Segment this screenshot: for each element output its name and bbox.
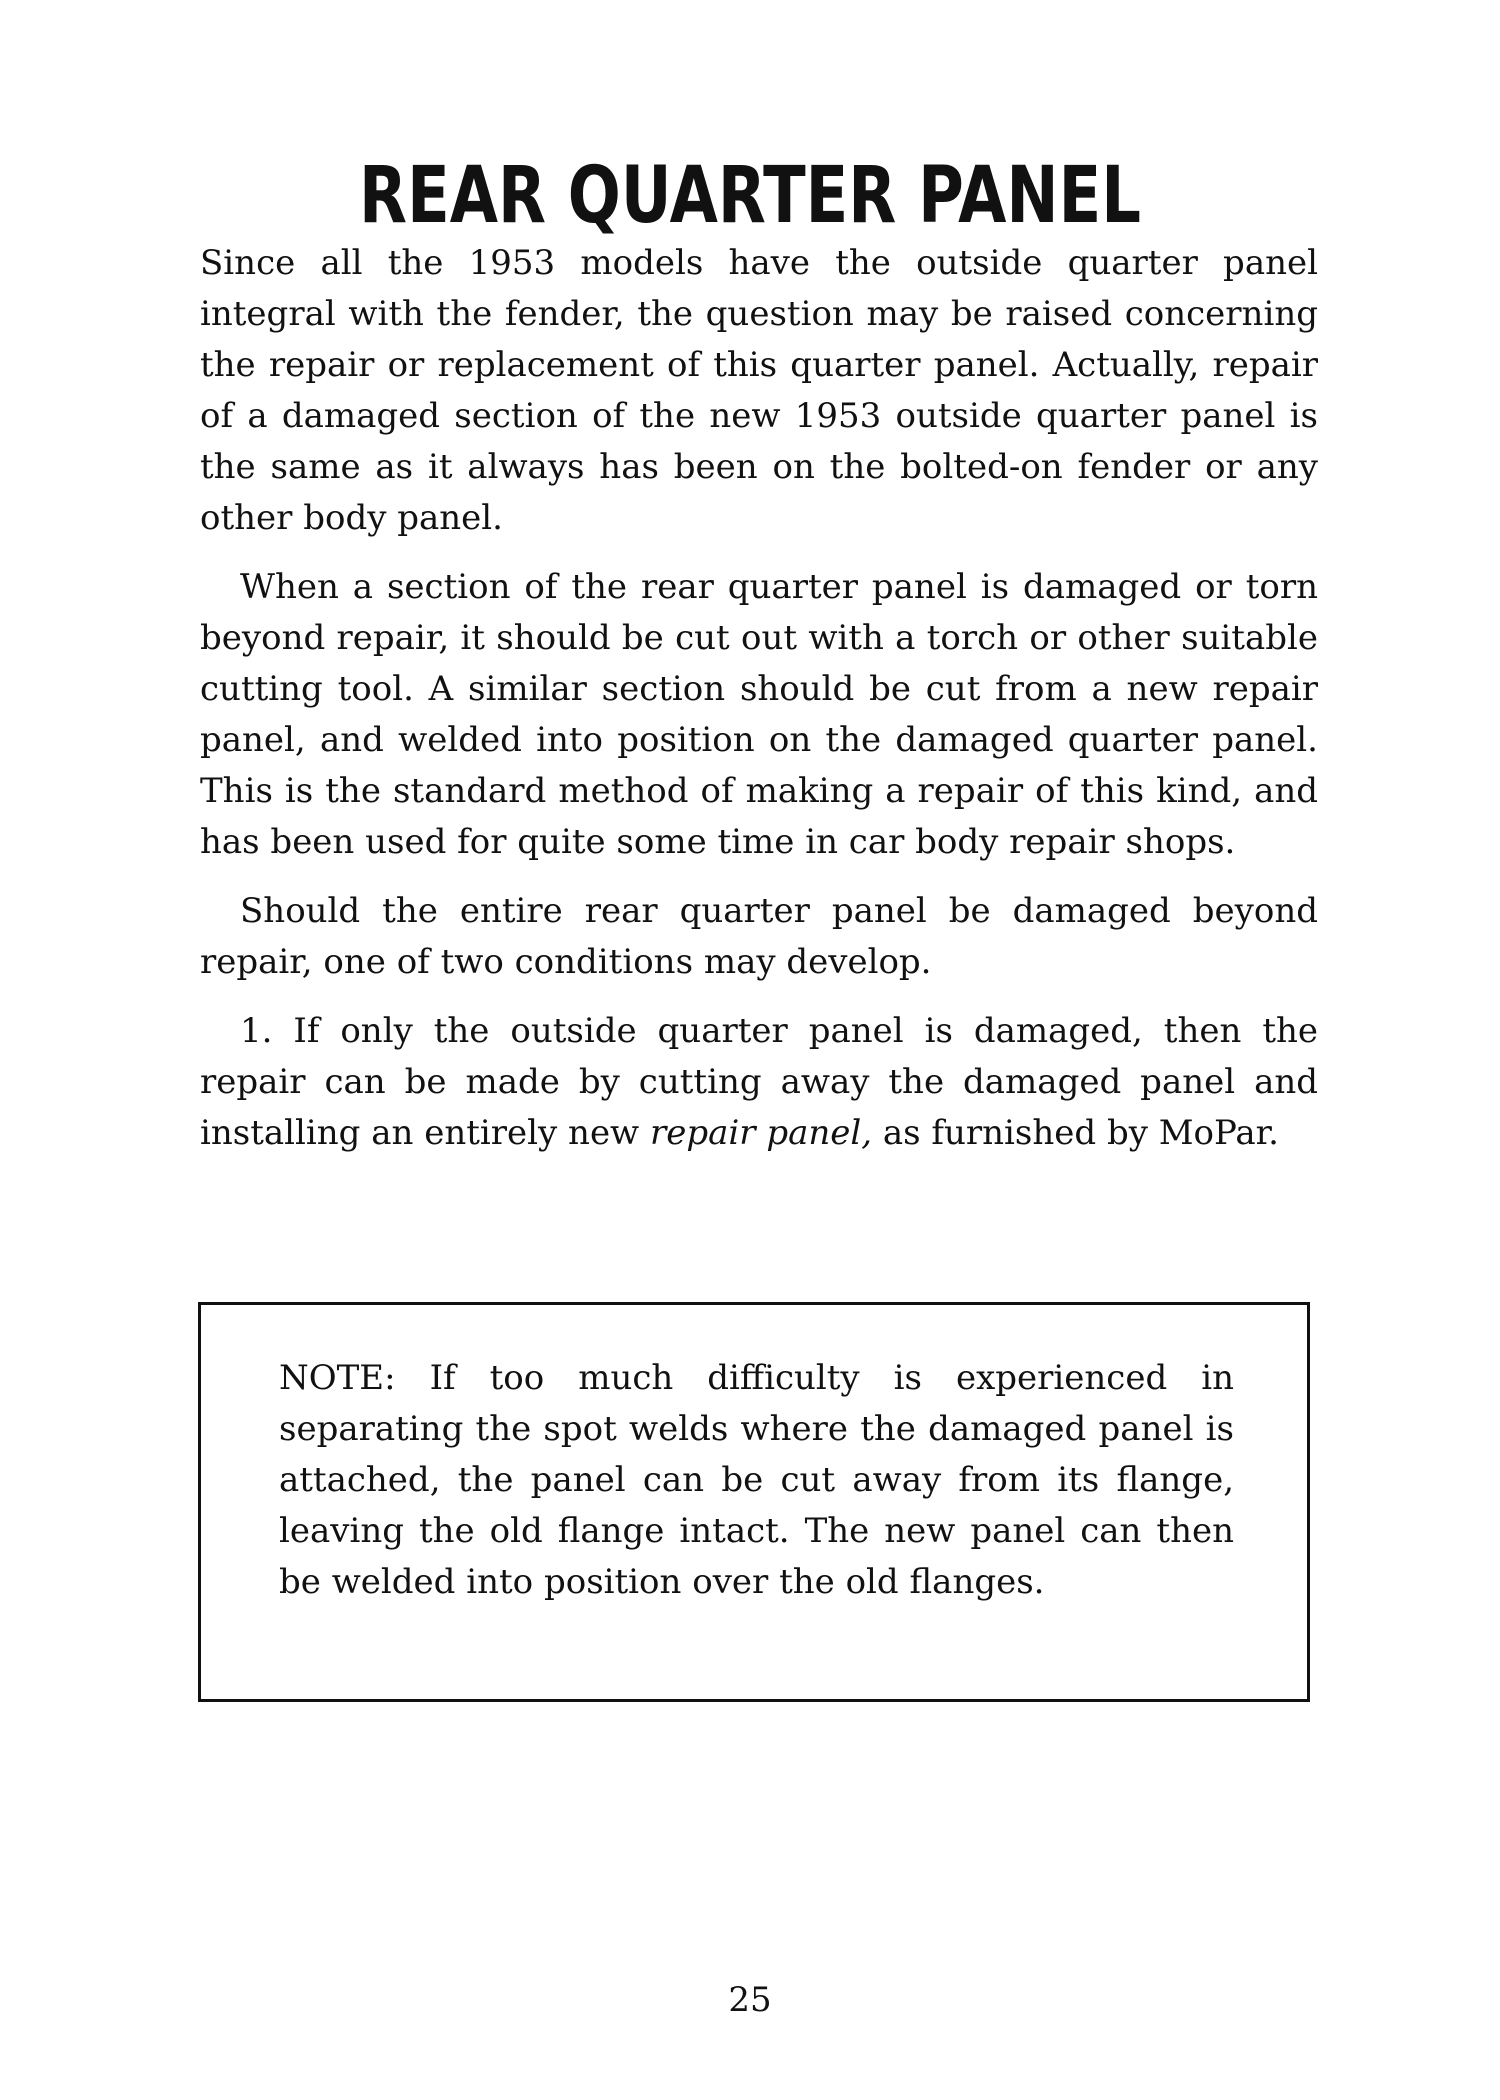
paragraph-3: Should the entire rear quarter panel be damaged beyond repair, one of two conditions may develop. — [200, 891, 1318, 982]
page-title: REAR QUARTER PANEL — [359, 151, 1141, 242]
page-number: 25 — [728, 1980, 772, 2020]
list-item-1-suffix: as furnished by MoPar. — [872, 1113, 1279, 1153]
list-item-1-prefix: 1. If only the outside quarter panel is damaged, then the repair can be made by cutting away the damaged panel and installing an entirely new — [200, 1011, 1318, 1153]
paragraph-2: When a section of the rear quarter panel is damaged or torn beyond repair, it should be cut out with a torch or other suitable cutting tool. A similar section should be cut from a new repair panel, and welded into position on the damaged quarter panel. This is the standard method of making a repair of this kind, and has been used for quite some time in car body repair shops. — [200, 567, 1318, 862]
body-text — [200, 238, 1318, 1177]
list-item-1 — [200, 1006, 1318, 1159]
note-box — [198, 1302, 1310, 1702]
note-text: NOTE: If too much difficulty is experienced in separating the spot welds where the damaged panel is attached, the panel can be cut away from its flange, leaving the old flange intact. The new panel can then be welded into position over the old flanges. — [279, 1358, 1234, 1602]
list-item-1-emphasis: repair panel, — [649, 1113, 873, 1153]
paragraph-1: Since all the 1953 models have the outside quarter panel integral with the fender, the question may be raised concerning the repair or replacement of this quarter panel. Actually, repair of a damaged section of the new 1953 outside quarter panel is the same as it always has been on the bolted-on fender or any other body panel. — [200, 243, 1318, 538]
